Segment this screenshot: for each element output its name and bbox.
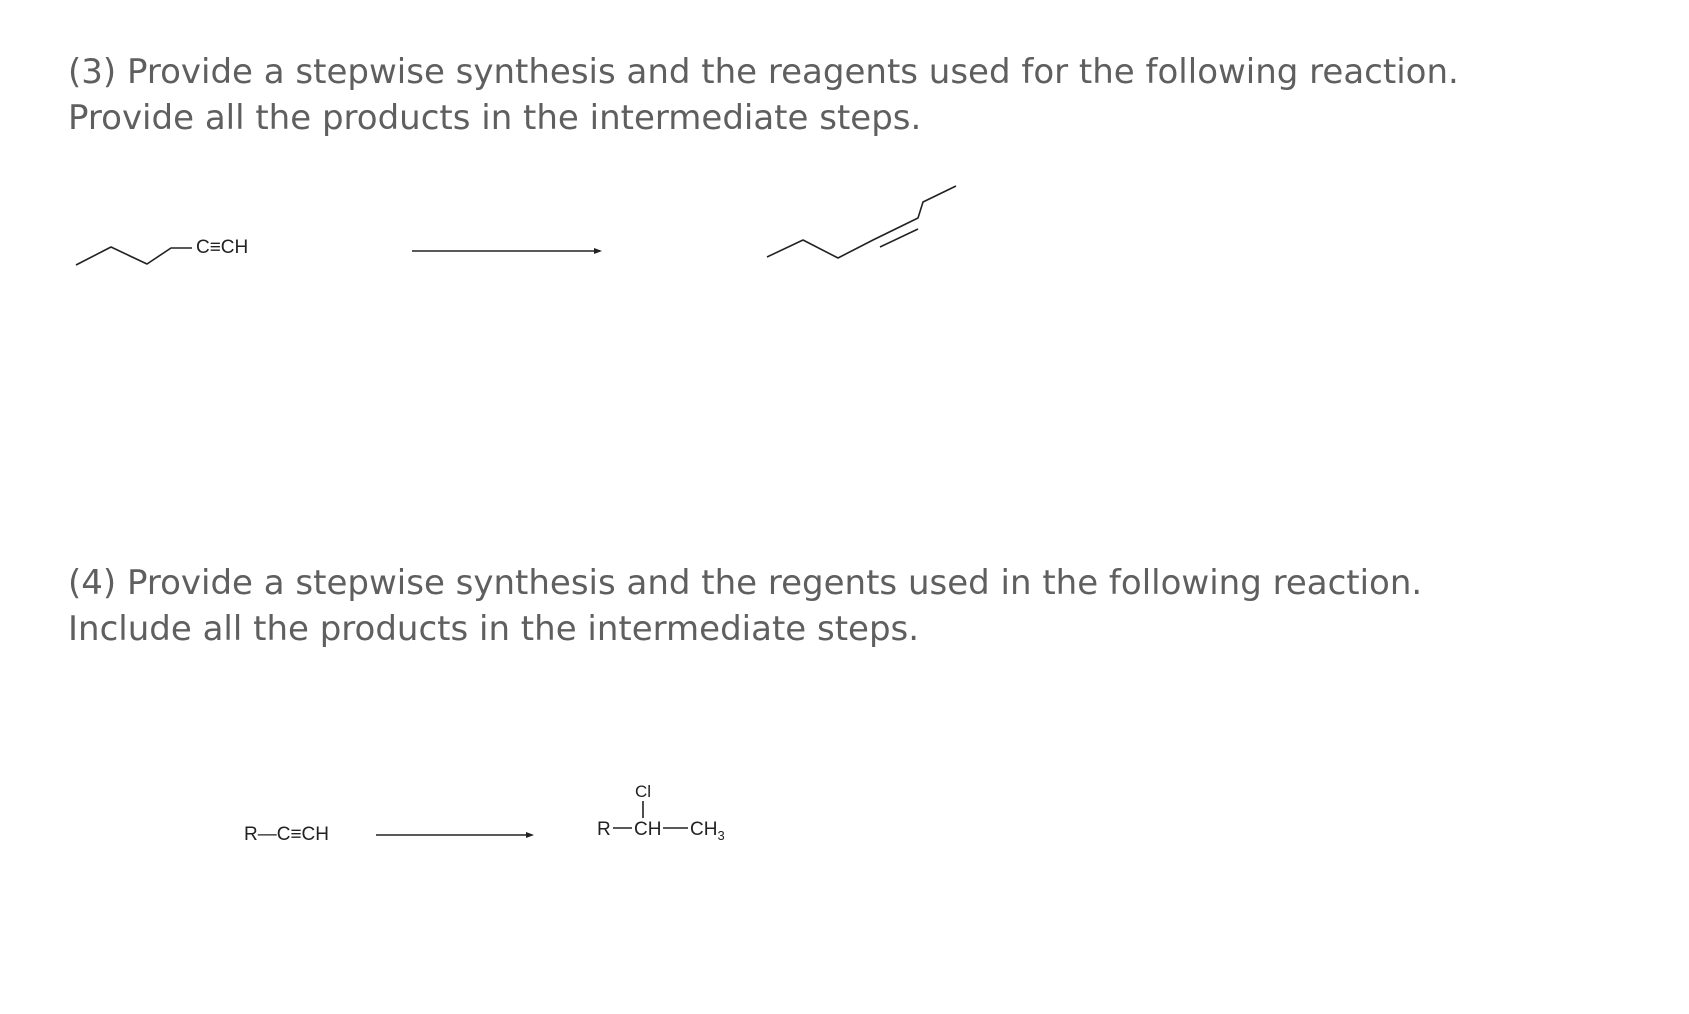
question-3-line-2: Provide all the products in the intermediate steps.: [68, 98, 922, 138]
reaction-scheme-4: [244, 782, 725, 845]
methyl-subscript: 3: [717, 828, 725, 843]
product-ch3-label: [690, 819, 725, 843]
question-4-line-2: Include all the products in the intermediate steps.: [68, 609, 920, 649]
product-r-label: R: [597, 819, 611, 840]
reaction-arrow-4-head: [526, 832, 534, 838]
question-4-line-1: (4) Provide a stepwise synthesis and the regents used in the following reaction.: [68, 563, 1423, 603]
alkyne-label: C≡CH: [196, 237, 249, 258]
hexyne-chain: [76, 247, 192, 265]
product-ch-label: CH: [634, 819, 662, 840]
alkene-product-chain: [767, 186, 956, 258]
terminal-alkyne-label: R—C≡CH: [244, 824, 329, 845]
question-3-line-1: (3) Provide a stepwise synthesis and the reagents used for the following reaction.: [68, 52, 1459, 92]
chloro-substituent-label: Cl: [634, 782, 652, 801]
methyl-ch: CH: [690, 819, 718, 840]
alkene-double-bond: [880, 229, 918, 247]
reaction-arrow-3-head: [594, 248, 602, 254]
reaction-scheme-3: [76, 186, 956, 265]
